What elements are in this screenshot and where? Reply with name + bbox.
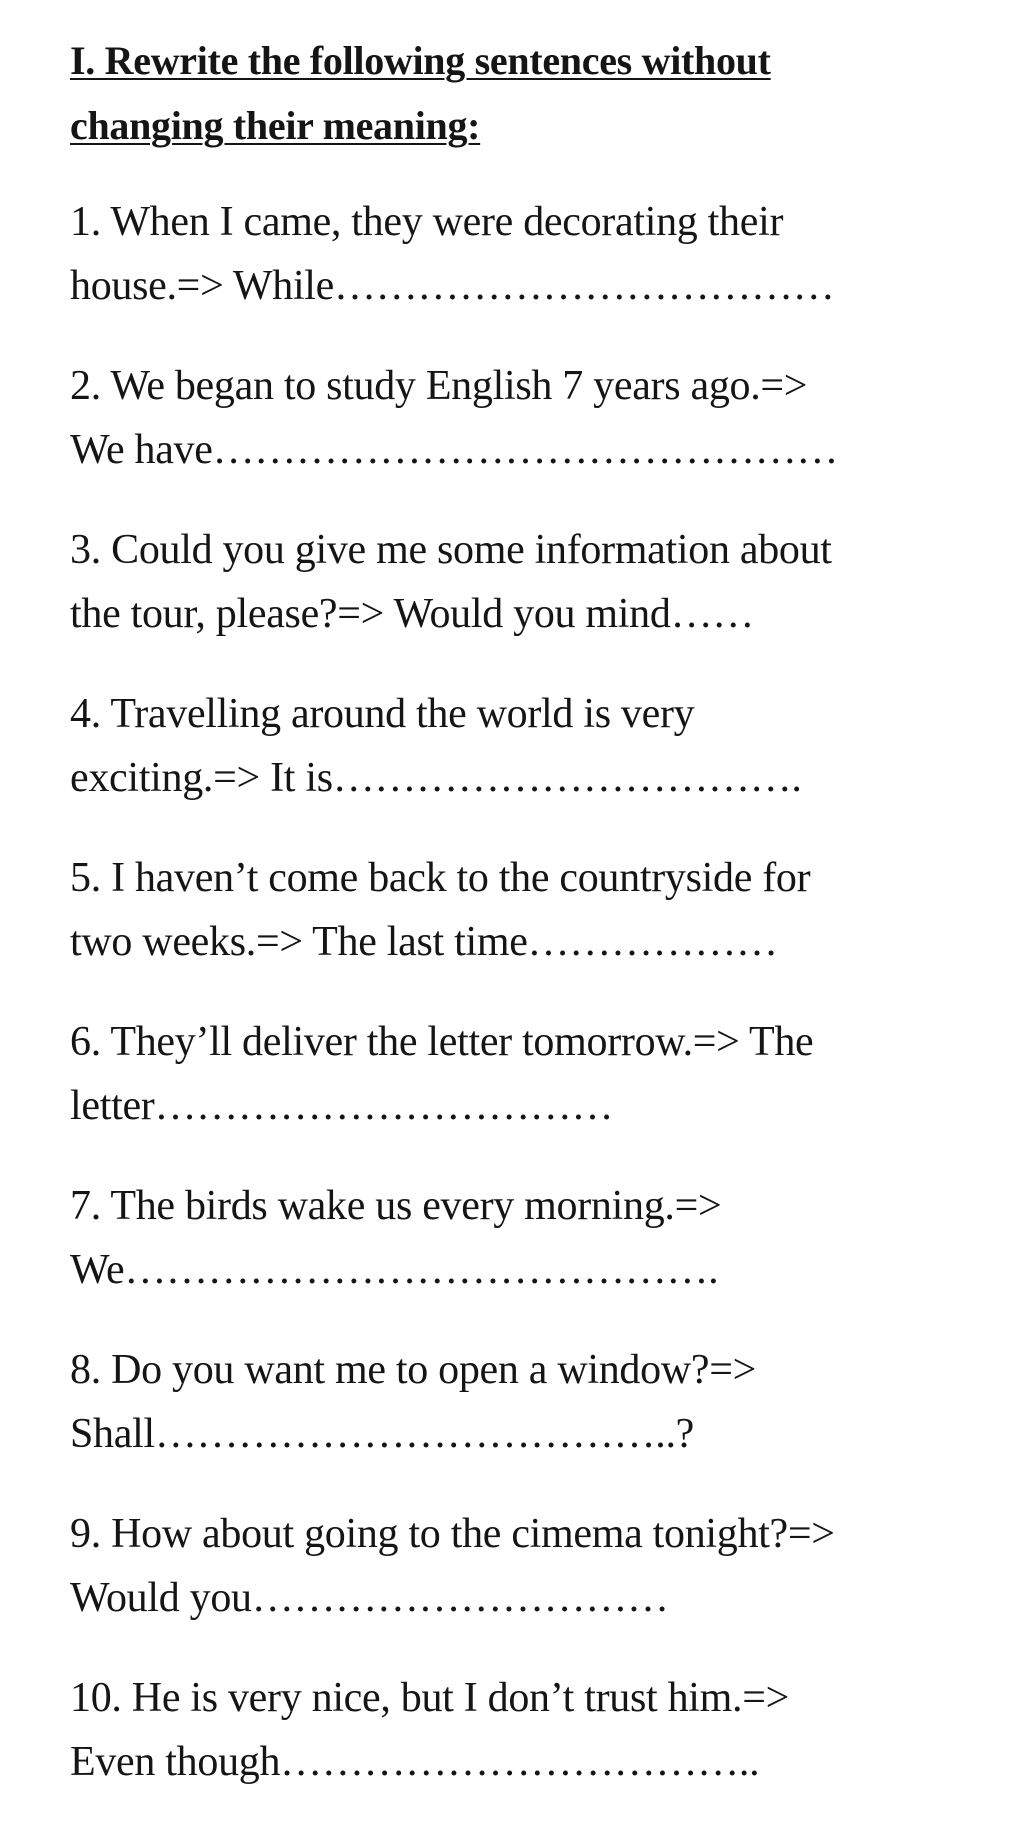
- exercise-prompt: 8. Do you want me to open a window?=>: [70, 1347, 756, 1393]
- exercise-answer-line: Would you…………………………: [70, 1575, 669, 1621]
- exercise-prompt: 3. Could you give me some information about: [70, 527, 832, 573]
- exercise-item-2: [70, 354, 970, 482]
- exercise-item-9: [70, 1502, 970, 1630]
- exercise-prompt: 5. I haven’t come back to the countryside for: [70, 855, 811, 901]
- section-heading: [70, 28, 970, 158]
- exercise-item-7: [70, 1174, 970, 1302]
- exercise-answer-line: exciting.=> It is…………………………….: [70, 755, 802, 801]
- heading-line-2: changing their meaning:: [70, 103, 481, 148]
- exercise-prompt: 9. How about going to the cimema tonight?=>: [70, 1511, 835, 1557]
- exercise-item-8: [70, 1338, 970, 1466]
- exercise-answer-line: We…………………………………….: [70, 1247, 719, 1293]
- exercise-answer-line: We have………………………………………: [70, 427, 839, 473]
- exercise-answer-line: Shall………………………………..?: [70, 1411, 694, 1457]
- exercise-answer-line: letter……………………………: [70, 1083, 614, 1129]
- exercise-prompt: 10. He is very nice, but I don’t trust him.=>: [70, 1675, 789, 1721]
- exercise-item-5: [70, 846, 970, 974]
- exercise-item-3: [70, 518, 970, 646]
- heading-line-1: I. Rewrite the following sentences without: [70, 38, 771, 83]
- exercise-item-6: [70, 1010, 970, 1138]
- exercise-answer-line: two weeks.=> The last time………………: [70, 919, 778, 965]
- exercise-item-4: [70, 682, 970, 810]
- exercise-prompt: 6. They’ll deliver the letter tomorrow.=> The: [70, 1019, 814, 1065]
- exercise-answer-line: house.=> While………………………………: [70, 263, 835, 309]
- exercise-item-10: [70, 1666, 970, 1794]
- exercise-answer-line: Even though……………………………..: [70, 1739, 760, 1785]
- exercise-prompt: 1. When I came, they were decorating their: [70, 199, 784, 245]
- exercise-prompt: 7. The birds wake us every morning.=>: [70, 1183, 722, 1229]
- exercise-item-1: [70, 190, 970, 318]
- exercise-prompt: 2. We began to study English 7 years ago.=>: [70, 363, 808, 409]
- worksheet: [70, 28, 970, 1830]
- exercise-prompt: 4. Travelling around the world is very: [70, 691, 695, 737]
- exercise-answer-line: the tour, please?=> Would you mind……: [70, 591, 754, 637]
